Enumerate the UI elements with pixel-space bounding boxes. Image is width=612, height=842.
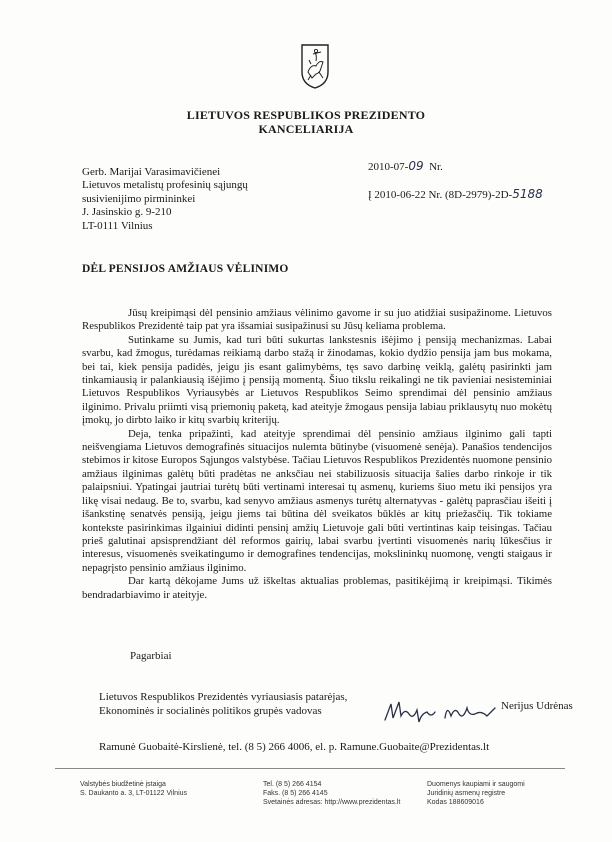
footer-column-contacts (263, 780, 400, 808)
addressee-line: Gerb. Marijai Varasimavičienei (82, 166, 221, 178)
footer-text: Tel. (8 5) 266 4154 (263, 781, 322, 788)
letter-date (368, 160, 543, 174)
coat-of-arms-icon (299, 42, 331, 90)
footer-text: Kodas 188609016 (427, 799, 484, 807)
date-handwritten: 09 (408, 159, 424, 173)
signer-title (99, 690, 347, 718)
org-title-line2: KANCELIARIJA (258, 122, 354, 136)
letter-subject: DĖL PENSIJOS AMŽIAUS VĖLINIMO (82, 263, 289, 275)
letter-body (82, 307, 552, 602)
footer-text: Juridinių asmenų registre (427, 790, 506, 798)
addressee-line: LT-0111 Vilnius (82, 219, 153, 232)
date-printed: 2010-07- (368, 161, 409, 173)
handwritten-signature (383, 696, 503, 726)
footer-text: Valstybės biudžetinė įstaiga (80, 781, 166, 788)
contact-line: Ramunė Guobaitė-Kirslienė, tel. (8 5) 266 4006, el. p. Ramune.Guobaite@Prezidentas.lt (99, 741, 490, 753)
footer-text: S. Daukanto a. 3, LT-01122 Vilnius (80, 790, 188, 798)
addressee-line: susivienijimo pirmininkei (82, 192, 196, 205)
body-paragraph: Dar kartą dėkojame Jums už iškeltas aktualias problemas, pasitikėjimą ir kreipimąsi. Tikimės bendradarbiavimo ir ateityje. (82, 575, 552, 601)
nr-label: Nr. (429, 161, 443, 173)
footer-text: Svetainės adresas: http://www.prezidentas.lt (263, 799, 401, 807)
footer-text: Faks. (8 5) 266 4145 (263, 790, 328, 798)
ref-handwritten: 5188 (512, 187, 543, 201)
signer-name: Nerijus Udrėnas (501, 700, 573, 712)
signer-title-line1: Lietuvos Respublikos Prezidentės vyriausiasis patarėjas, (99, 691, 348, 703)
footer-column-institution (80, 780, 187, 798)
footer-column-registry (427, 780, 525, 808)
org-title-line1: LIETUVOS RESPUBLIKOS PREZIDENTO (186, 108, 426, 122)
footer-divider (55, 768, 565, 769)
body-paragraph: Jūsų kreipimąsi dėl pensinio amžiaus vėlinimo gavome ir su juo atidžiai susipažinome. Lietuvos Respublikos Prezidentė taip pat yra išsamiai susipažinusi su Jūsų keliama problema. (82, 307, 552, 333)
body-paragraph: Sutinkame su Jumis, kad turi būti sukurtas lankstesnis išėjimo į pensiją mechanizmas. Labai svarbu, kad žmogus, turėdamas reikiamą darbo stažą ir žinodamas, kokio dydžio pensija jam bus mokama, bei tai, kiek pensija padidės, jeigu jis esant galimybėms, tęs savo darbinę veiklą, galėtų pasirinkti jam tinkamiausią ir palankiausią išėjimo į pensiją momentą. Šiuo tikslu reikalingi ne tik pavieniai nesisteminiai Lietuvos Respublikos Vyriausybės ar Lietuvos Respublikos Seimo sprendimai dėl pensinio amžiaus ilginimo. Privalu priimti visą priemonių paketą, kad ateityje žmogaus pensija labiau priklausytų nuo mokėtų įmokų, jo dirbto laiko ir kitų svarbių kriterijų. (82, 333, 552, 427)
ref-printed: Į 2010-06-22 Nr. (8D-2979)-2D- (368, 189, 513, 201)
reference-block (368, 160, 543, 202)
addressee-line: Lietuvos metalistų profesinių sąjungų (82, 179, 248, 192)
footer-text: Duomenys kaupiami ir saugomi (427, 781, 525, 788)
signer-title-line2: Ekonominės ir socialinės politikos grupės vadovas (99, 705, 322, 717)
addressee-block (82, 166, 248, 233)
body-paragraph: Deja, tenka pripažinti, kad ateityje sprendimai dėl pensinio amžiaus ilginimo gali tapti neišvengiama Lietuvos demografinės situacijos nulemta būtinybe (visuomenė senėja). Panašios tendencijos stebimos ir kitose Europos Sąjungos valstybėse. Tačiau Lietuvos Respublikos Prezidentės nuomone pensinio amžiaus ilginimas galėtų būti pradėtas ne anksčiau nei stabilizuosis situacija šalies darbo rinkoje ir tik palaipsniui. Ypatingai jautriai turėtų būti vertinami interesai tų asmenų, kuriems šiuo metu iki pensijos yra likę visai nedaug. Be to, svarbu, kad senyvo amžiaus asmenys turėtų alternatyvas - galėtų paprasčiau išeiti į išankstinę senatvės pensiją, jeigu jiems tai būtina dėl sveikatos būklės ar kitų priežasčių. Tik tokiame kontekste pasirinkimas ilgainiui didinti pensinį amžių Lietuvoje gali būti vertintinas kaip teisingas. Tačiau prieš galutinai apsisprendžiant dėl reformos gairių, labai svarbu įvertinti visuomenės narių lūkesčius ir interesus, visuomenės sveikatingumo ir demografines tendencijas, mokslininkų nuomonę, vengti staigaus ir nepagrįsto pensinio amžiaus ilginimo. (82, 427, 552, 574)
addressee-line: J. Jasinskio g. 9-210 (82, 206, 172, 219)
closing-salutation: Pagarbiai (130, 650, 172, 662)
incoming-reference (368, 188, 543, 202)
